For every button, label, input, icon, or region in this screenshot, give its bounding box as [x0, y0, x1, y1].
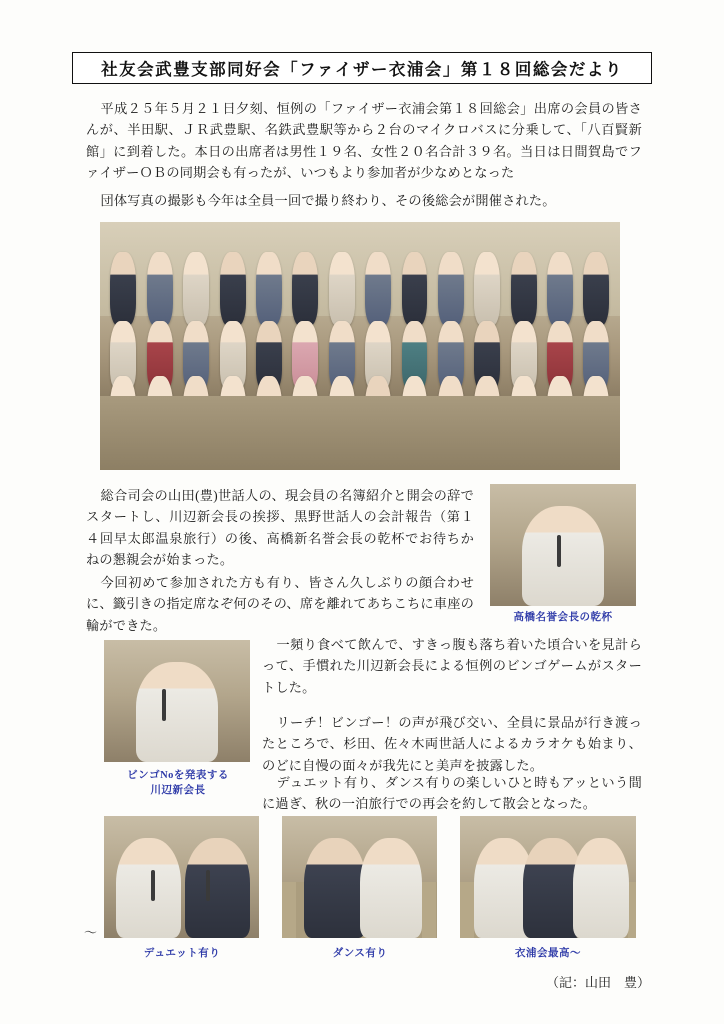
- caption-toast: 高橋名誉会長の乾杯: [513, 612, 613, 623]
- caption-bingo-line1: ビンゴNoを発表する: [127, 770, 229, 781]
- paragraph-karaoke-text: リーチ！ビンゴー！の声が飛び交い、全員に景品が行き渡ったところで、杉田、佐々木両世話人によるカラオケも始まり、のどに自慢の面々が我先にと美声を披露した。: [262, 715, 642, 773]
- group-photo-back-row: [110, 252, 609, 326]
- page-title: 社友会武豊支部同好会「ファイザー衣浦会」第１８回総会だより: [101, 60, 623, 79]
- caption-bingo-line2: 川辺新会長: [150, 785, 206, 797]
- paragraph-karaoke: [262, 712, 642, 776]
- microphone-icon: [151, 870, 155, 902]
- paragraph-intro: [86, 98, 642, 184]
- caption-duet: デュエット有り: [143, 948, 221, 959]
- page-title-box: [72, 52, 652, 84]
- paragraph-opening-ceremony: [86, 485, 474, 571]
- photo-duet-person-left: [116, 838, 181, 938]
- photo-dance: [282, 816, 437, 938]
- photo-cheers: [460, 816, 636, 938]
- caption-cheers: 衣浦会最高〜: [515, 948, 581, 959]
- photo-duet-person-right: [185, 838, 250, 938]
- signature: （記：山田 豊）: [545, 975, 650, 990]
- paragraph-first-timers-text: 今回初めて参加された方も有り、皆さん久しぶりの顔合わせに、籤引きの指定席なぞ何のその、席を離れてあちこちに車座の輪ができた。: [86, 575, 474, 633]
- photo-toast-person: [522, 506, 604, 606]
- paragraph-bingo-start-text: 一頻り食べて飲んで、すきっ腹も落ち着いた頃合いを見計らって、手慣れた川辺新会長による恒例のビンゴゲームがスタートした。: [262, 637, 642, 695]
- paragraph-closing: [262, 772, 642, 815]
- photo-dance-person-right: [360, 838, 422, 938]
- paragraph-bingo-start: [262, 634, 642, 698]
- photo-duet: [104, 816, 259, 938]
- microphone-icon: [206, 870, 210, 902]
- paragraph-opening-ceremony-text: 総合司会の山田(豊)世話人の、現会員の名簿紹介と開会の辞でスタートし、川辺新会長の挨拶、黒野世話人の会計報告（第１４回早太郎温泉旅行）の後、高橋新名誉会長の乾杯でお待ちかねの懇親会が始まった。: [86, 488, 474, 568]
- caption-bingo: [100, 768, 256, 798]
- group-photo: [100, 222, 620, 470]
- group-photo-floor: [100, 396, 620, 470]
- paragraph-intro-text: 平成２５年５月２１日夕刻、恒例の「ファイザー衣浦会第１８回総会」出席の会員の皆さんが、半田駅、ＪＲ武豊駅、名鉄武豊駅等から２台のマイクロバスに分乗して、「八百賢新館」に到着した。本日の出席者は男性１９名、女性２０名合計３９名。当日は日間賀島でファイザーＯＢの同期会も有ったが、いつもより参加者が少なめとなった: [86, 101, 642, 181]
- paragraph-first-timers: [86, 572, 474, 636]
- caption-dance: ダンス有り: [332, 948, 388, 959]
- paragraph-closing-text: デュエット有り、ダンス有りの楽しいひと時もアッという間に過ぎ、秋の一泊旅行での再会を約して散会となった。: [262, 775, 642, 812]
- microphone-icon: [557, 535, 561, 567]
- photo-cheers-person-right: [573, 838, 629, 938]
- photo-dance-person-left: [304, 838, 366, 938]
- photo-bingo: [104, 640, 250, 762]
- photo-bingo-person: [136, 662, 218, 762]
- paragraph-group-photo: [86, 190, 642, 211]
- paragraph-group-photo-text: 団体写真の撮影も今年は全員一回で撮り終わり、その後総会が開催された。: [100, 193, 556, 208]
- microphone-icon: [162, 689, 166, 721]
- tilde-mark: 〜: [84, 925, 98, 940]
- photo-toast: [490, 484, 636, 606]
